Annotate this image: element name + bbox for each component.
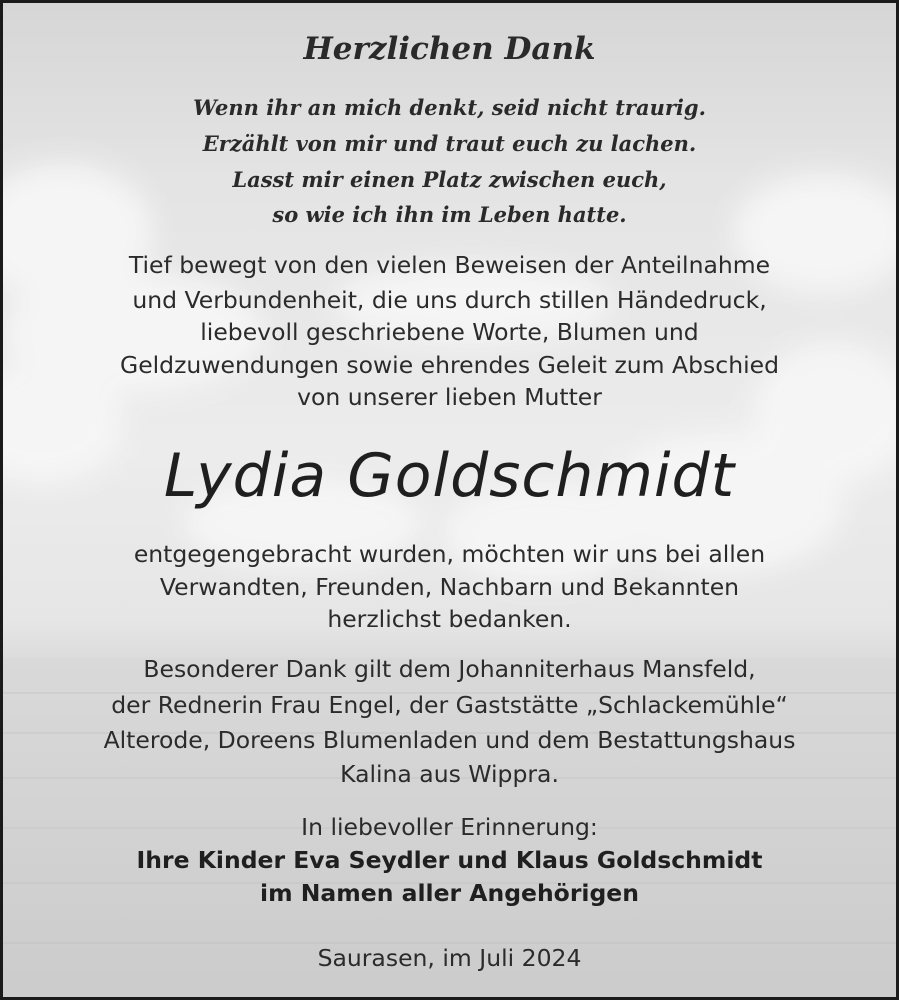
special-thanks-line-4: Kalina aus Wippra. — [340, 760, 559, 788]
notice-content — [3, 3, 896, 997]
heading: Herzlichen Dank — [303, 31, 596, 67]
place-date: Saurasen, im Juli 2024 — [317, 944, 582, 972]
signature-line-2: im Namen aller Angehörigen — [260, 879, 639, 907]
special-thanks-line-2: der Rednerin Frau Engel, der Gaststätte „Schlackemühle“ — [111, 691, 788, 719]
intro-line-1: Tief bewegt von den vielen Beweisen der Anteilnahme — [128, 251, 771, 279]
intro-line-2: und Verbundenheit, die uns durch stillen Händedruck, — [132, 286, 767, 314]
signature-line-1: Ihre Kinder Eva Seydler und Klaus Goldschmidt — [136, 846, 763, 874]
closing-phrase: In liebevoller Erinnerung: — [301, 813, 598, 841]
poem-line-3: Lasst mir einen Platz zwischen euch, — [232, 167, 667, 192]
special-thanks-line-3: Alterode, Doreens Blumenladen und dem Bestattungshaus — [103, 726, 796, 754]
thanks-line-1: entgegengebracht wurden, möchten wir uns bei allen — [133, 540, 766, 568]
poem-line-1: Wenn ihr an mich denkt, seid nicht traurig. — [193, 95, 706, 120]
intro-line-5: von unserer lieben Mutter — [297, 383, 602, 411]
special-thanks-line-1: Besonderer Dank gilt dem Johanniterhaus Mansfeld, — [143, 655, 756, 683]
poem-line-2: Erzählt von mir und traut euch zu lachen. — [202, 131, 697, 156]
thanks-line-2: Verwandten, Freunden, Nachbarn und Bekannten — [159, 573, 740, 601]
intro-line-4: Geldzuwendungen sowie ehrendes Geleit zum Abschied — [119, 351, 779, 379]
thanks-line-3: herzlichst bedanken. — [327, 605, 572, 633]
deceased-name: Lydia Goldschmidt — [163, 441, 736, 511]
poem-line-4: so wie ich ihn im Leben hatte. — [272, 202, 627, 227]
intro-line-3: liebevoll geschriebene Worte, Blumen und — [200, 318, 699, 346]
